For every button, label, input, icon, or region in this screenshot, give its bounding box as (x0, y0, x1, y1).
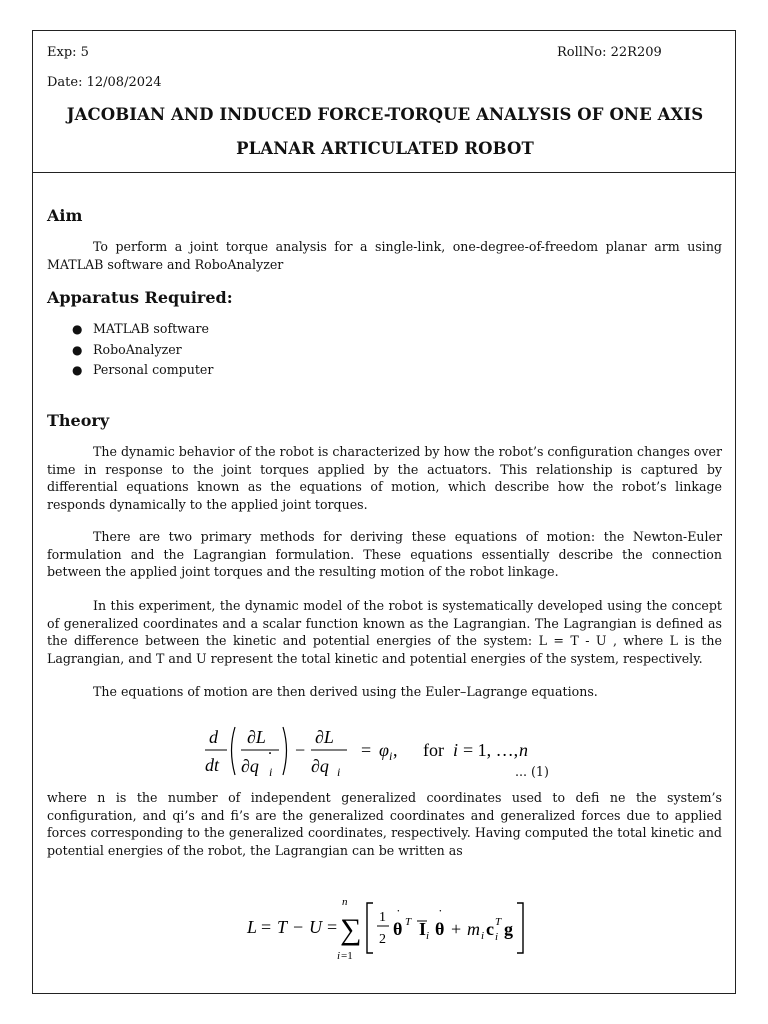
list-item: ● RoboAnalyzer (47, 340, 213, 361)
svg-text:= 1, …,: = 1, …, (463, 740, 519, 760)
list-item: ● Personal computer (47, 360, 213, 381)
roll-number: RollNo: 22R209 (557, 45, 662, 60)
svg-text:+: + (451, 919, 462, 939)
svg-text:1: 1 (379, 910, 386, 925)
theory-paragraph-5: where n is the number of independent generalized coordinates used to defi ne the system’s configuration, and qi’s and fi’s are the generalized coordinates and generalized forces due to applied forces corresponding to the generalized coordinates, respectively. Having computed the total kinetic and potential energies of the robot, the Lagrangian can be written as (47, 790, 722, 858)
svg-text:T: T (277, 917, 288, 937)
svg-text:i: i (495, 931, 499, 943)
svg-text:=: = (361, 740, 372, 760)
bullet-icon: ● (72, 322, 83, 336)
svg-text:=: = (261, 917, 272, 937)
svg-text:U: U (309, 917, 322, 937)
svg-text:i: i (453, 740, 459, 760)
equation-number: ... (1) (515, 764, 549, 779)
svg-text:,: , (393, 740, 398, 760)
apparatus-list (47, 319, 213, 381)
svg-text:i: i (481, 930, 485, 942)
svg-text:˙: ˙ (438, 908, 443, 923)
list-item: ● MATLAB software (47, 319, 213, 340)
svg-text:∂L: ∂L (247, 727, 266, 747)
svg-text:i: i (269, 765, 273, 779)
bullet-icon: ● (72, 342, 83, 357)
svg-text:˙: ˙ (267, 748, 273, 768)
svg-text:m: m (467, 919, 480, 939)
svg-text:2: 2 (379, 932, 386, 947)
svg-text:i: i (426, 930, 430, 942)
svg-text:∂L: ∂L (315, 727, 334, 747)
bullet-icon: ● (72, 363, 83, 377)
svg-text:∂q: ∂q (311, 756, 329, 776)
aim-heading: Aim (47, 206, 83, 225)
svg-text:−: − (293, 917, 304, 937)
svg-text:T: T (405, 916, 412, 928)
svg-text:θ: θ (435, 919, 445, 939)
theory-paragraph-4: The equations of motion are then derived using the Euler–Lagrange equations. (93, 684, 598, 699)
svg-text:n: n (342, 896, 348, 908)
svg-text:dt: dt (205, 755, 220, 775)
lagrangian-equation (241, 893, 531, 965)
svg-text:i: i (337, 950, 341, 962)
aim-text: To perform a joint torque analysis for a single-link, one-degree-of-freedom planar arm using MATLAB software and RoboAnalyzer (47, 239, 722, 272)
svg-text:d: d (209, 727, 218, 747)
theory-paragraph-2: There are two primary methods for deriving these equations of motion: the Newton-Euler formulation and the Lagrangian formulation. These equations essentially describe the connection between the applied joint torques and the resulting motion of the robot linkage. (47, 529, 722, 580)
exp-number: Exp: 5 (47, 45, 89, 60)
svg-text:=1: =1 (341, 950, 353, 962)
theory-paragraph-3: In this experiment, the dynamic model of the robot is systematically developed using the concept of generalized coordinates and a scalar function known as the Lagrangian. The Lagrangian is defined as the difference between the kinetic and potential energies of the system: L = T - U , where L is the Lagrangian, and T and U represent the total kinetic and potential energies of the system, respectively. (47, 598, 722, 666)
svg-text:θ: θ (393, 919, 403, 939)
page-frame (32, 30, 736, 994)
svg-text:−: − (295, 740, 306, 760)
date: Date: 12/08/2024 (47, 75, 162, 90)
svg-text:g: g (504, 919, 513, 939)
svg-text:∂q: ∂q (241, 756, 259, 776)
title-line-1: JACOBIAN AND INDUCED FORCE-TORQUE ANALYSIS OF ONE AXIS (66, 105, 704, 124)
svg-text:φ: φ (379, 740, 389, 760)
header-divider (33, 172, 735, 173)
svg-text:i: i (389, 749, 393, 763)
apparatus-heading: Apparatus Required: (47, 288, 233, 307)
svg-text:T: T (495, 916, 502, 928)
svg-text:n: n (519, 740, 528, 760)
theory-heading: Theory (47, 411, 110, 430)
theory-paragraph-1: The dynamic behavior of the robot is characterized by how the robot’s configuration changes over time in response to the joint torques applied by the actuators. This relationship is captured by differential equations known as the equations of motion, which describe how the robot’s linkage responds dynamically to the applied joint torques. (47, 444, 722, 512)
svg-text:=: = (327, 917, 338, 937)
svg-text:c: c (486, 919, 494, 939)
title-line-2: PLANAR ARTICULATED ROBOT (236, 139, 534, 158)
svg-text:I: I (419, 919, 427, 939)
euler-lagrange-equation (201, 719, 531, 781)
svg-text:L: L (247, 917, 258, 937)
svg-text:i: i (337, 765, 341, 779)
svg-text:˙: ˙ (396, 908, 401, 923)
svg-text:for: for (423, 740, 444, 760)
svg-text:∑: ∑ (340, 913, 362, 946)
